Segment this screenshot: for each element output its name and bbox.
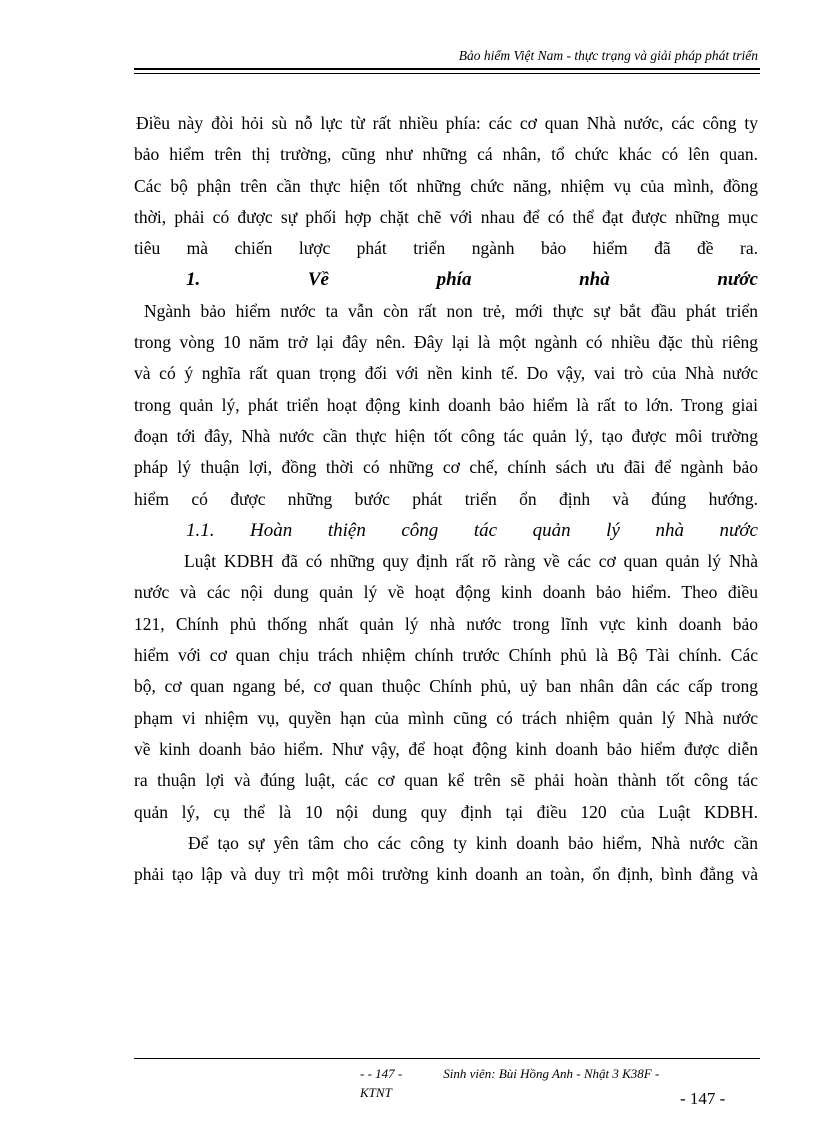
text-line: Để tạo sự yên tâm cho các công ty kinh doanh bảo hiểm, Nhà nước cần [188, 832, 758, 853]
heading-number: 1.1. [186, 519, 215, 541]
header-rule-thick [134, 68, 760, 70]
heading-word: thiện [327, 519, 366, 541]
heading-word: nhà [579, 269, 610, 291]
footer-student: Sinh viên: Bùi Hồng Anh - Nhật 3 K38F - [443, 1066, 660, 1081]
text-line: hiểm với cơ quan chịu trách nhiệm chính trước Chính phủ là Bộ Tài chính. Các [134, 645, 758, 666]
text-line: quản lý, cụ thể là 10 nội dung quy định tại điều 120 của Luật KDBH. [134, 801, 758, 822]
paragraph-intro [134, 108, 758, 264]
text-line: nước và các nội dung quản lý về hoạt động kinh doanh bảo hiểm. Theo điều [134, 582, 758, 603]
text-line: 121, Chính phủ thống nhất quản lý nhà nước trong lĩnh vực kinh doanh bảo [134, 613, 758, 634]
text-line: pháp lý thuận lợi, đồng thời có những cơ chế, chính sách ưu đãi để ngành bảo [134, 457, 758, 478]
text-line: Các bộ phận trên cần thực hiện tốt những chức năng, nhiệm vụ của mình, đồng [134, 175, 758, 196]
text-line: phải tạo lập và duy trì một môi trường kinh doanh an toàn, ổn định, bình đẳng và [134, 864, 758, 885]
paragraph-1 [134, 296, 758, 515]
text-line: bộ, cơ quan ngang bé, cơ quan thuộc Chính phủ, uỷ ban nhân dân các cấp trong [134, 676, 758, 697]
text-line: đoạn tới đây, Nhà nước cần thực hiện tốt công tác quản lý, tạo được môi trường [134, 425, 758, 446]
header-rule-thin [134, 73, 760, 74]
text-line: phạm vi nhiệm vụ, quyền hạn của mình cũng có trách nhiệm quản lý Nhà nước [134, 707, 758, 728]
heading-word: nước [719, 519, 758, 541]
text-line: thời, phải có được sự phối hợp chặt chẽ với nhau để có thể đạt được những mục [134, 206, 758, 227]
heading-word: Về [307, 269, 329, 291]
page-number: - 147 - [680, 1089, 726, 1108]
footer-page-marker: - - 147 - [360, 1066, 403, 1081]
heading-1-1 [134, 515, 758, 546]
heading-word: phía [436, 269, 472, 291]
footer-rule [134, 1058, 760, 1059]
heading-word: nhà [655, 519, 684, 541]
page-header [134, 48, 760, 64]
text-line: hiểm có được những bước phát triển ổn định và đúng hướng. [134, 488, 758, 509]
footer-class: KTNT [360, 1085, 392, 1100]
heading-1 [134, 264, 758, 295]
text-line: Điều này đòi hỏi sù nỗ lực từ rất nhiều phía: các cơ quan Nhà nước, các công ty [136, 113, 758, 133]
header-title: Bảo hiểm Việt Nam - thực trạng và giải pháp phát triển [458, 48, 758, 63]
text-line: về kinh doanh bảo hiểm. Như vậy, để hoạt động kinh doanh bảo hiểm được diễn [134, 738, 758, 759]
heading-number: 1. [186, 269, 201, 291]
text-line: trong vòng 10 năm trở lại đây nên. Đây lại là một ngành có nhiều đặc thù riêng [134, 332, 758, 353]
text-line: ra thuận lợi và đúng luật, các cơ quan kể trên sẽ phải hoàn thành tốt công tác [134, 770, 758, 791]
paragraph-3 [134, 828, 758, 891]
text-line: và có ý nghĩa rất quan trọng đối với nền kinh tế. Do vậy, vai trò của Nhà nước [134, 363, 758, 384]
heading-word: lý [606, 519, 620, 541]
heading-word: nước [717, 269, 758, 291]
heading-word: quản [532, 519, 571, 541]
text-line: trong quản lý, phát triển hoạt động kinh doanh bảo hiểm là rất to lớn. Trong giai [134, 394, 758, 415]
text-line: Luật KDBH đã có những quy định rất rõ ràng về các cơ quan quản lý Nhà [184, 551, 758, 572]
heading-word: công [401, 519, 439, 541]
document-body [134, 108, 758, 890]
heading-word: tác [473, 519, 498, 541]
text-line: bảo hiểm trên thị trường, cũng như những cá nhân, tổ chức khác có lên quan. [134, 144, 758, 165]
text-line: Ngành bảo hiểm nước ta vẫn còn rất non trẻ, mới thực sự bắt đầu phát triển [144, 300, 758, 321]
heading-word: Hoàn [250, 519, 293, 541]
paragraph-2 [134, 546, 758, 828]
text-line: tiêu mà chiến lược phát triển ngành bảo hiểm đã đề ra. [134, 238, 758, 259]
